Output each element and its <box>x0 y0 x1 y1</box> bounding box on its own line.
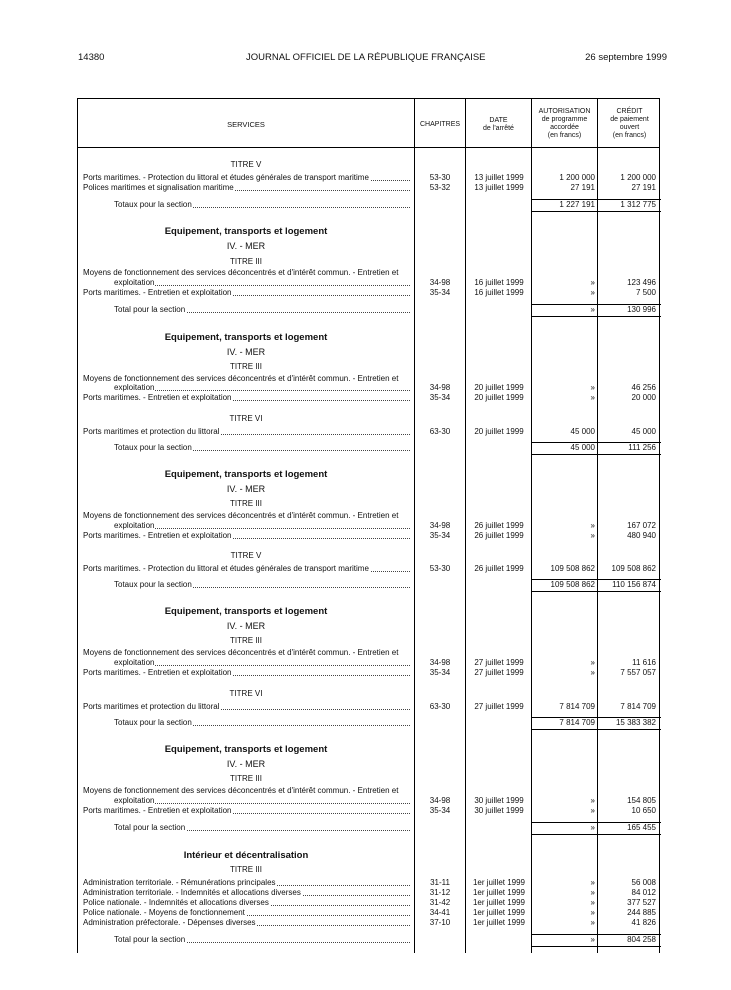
service-text: Ports maritimes. - Protection du littoral et études générales de transport maritime <box>83 564 369 573</box>
chapitre-cell: 63-30 <box>429 702 451 711</box>
col-header-ap-line: accordée <box>550 124 579 131</box>
autorisation-cell: » <box>590 878 595 887</box>
credit-cell: 130 996 <box>627 305 656 314</box>
titre-heading: TITRE VI <box>229 689 263 698</box>
credit-cell: 167 072 <box>627 521 656 530</box>
service-text: Totaux pour la section <box>114 443 192 452</box>
chapitre-cell: 35-34 <box>429 531 451 540</box>
total-box-credit <box>597 199 661 212</box>
date-cell: 20 juillet 1999 <box>474 427 524 436</box>
titre-heading: TITRE III <box>230 499 262 508</box>
service-text: Total pour la section <box>114 935 186 944</box>
credit-cell: 110 156 874 <box>612 580 656 589</box>
service-label <box>114 383 410 393</box>
credit-cell: 165 455 <box>627 823 656 832</box>
date-cell: 1er juillet 1999 <box>472 898 526 907</box>
credit-cell: 109 508 862 <box>611 564 656 573</box>
service-text: Ports maritimes. - Entretien et exploitation <box>83 806 232 815</box>
credit-cell: 84 012 <box>631 888 656 897</box>
service-text: Moyens de fonctionnement des services déconcentrés et d'intérêt commun. - Entretien et <box>83 511 399 520</box>
titre-heading: TITRE VI <box>229 414 263 423</box>
chapitre-cell: 53-30 <box>429 564 451 573</box>
service-label <box>114 823 410 833</box>
service-label <box>83 511 410 521</box>
date-cell: 27 juillet 1999 <box>474 658 524 667</box>
service-label <box>83 173 410 183</box>
autorisation-cell: » <box>590 278 595 287</box>
credit-cell: 7 557 057 <box>620 668 656 677</box>
date-cell: 1er juillet 1999 <box>472 878 526 887</box>
service-text: Ports maritimes et protection du littoral <box>83 427 220 436</box>
autorisation-cell: 45 000 <box>570 443 595 452</box>
credit-cell: 41 826 <box>631 918 656 927</box>
autorisation-cell: » <box>590 888 595 897</box>
autorisation-cell: 1 227 191 <box>559 200 595 209</box>
credit-cell: 11 616 <box>632 658 656 667</box>
subsection-heading: IV. - MER <box>226 484 266 494</box>
date-cell: 26 juillet 1999 <box>474 564 524 573</box>
titre-heading: TITRE III <box>230 362 262 371</box>
date-cell: 16 juillet 1999 <box>474 288 524 297</box>
service-text: Administration territoriale. - Indemnités et allocations diverses <box>83 888 301 897</box>
service-text: Moyens de fonctionnement des services déconcentrés et d'intérêt commun. - Entretien et <box>83 648 399 657</box>
col-header-cp-line: ouvert <box>619 124 640 131</box>
service-text: Ports maritimes. - Entretien et exploitation <box>83 393 232 402</box>
autorisation-cell: » <box>590 658 595 667</box>
credit-cell: 46 256 <box>631 383 656 392</box>
autorisation-cell: » <box>590 935 595 944</box>
credit-cell: 111 256 <box>628 443 656 452</box>
chapitre-cell: 31-12 <box>429 888 451 897</box>
service-text: Administration préfectorale. - Dépenses diverses <box>83 918 256 927</box>
autorisation-cell: » <box>590 521 595 530</box>
chapitre-cell: 31-42 <box>429 898 451 907</box>
credit-cell: 20 000 <box>631 393 656 402</box>
autorisation-cell: » <box>590 796 595 805</box>
date-cell: 20 juillet 1999 <box>474 383 524 392</box>
total-box-credit <box>597 442 661 455</box>
service-label <box>114 521 410 531</box>
titre-heading: TITRE V <box>230 160 262 169</box>
credit-cell: 480 940 <box>627 531 656 540</box>
service-label <box>114 718 410 728</box>
chapitre-cell: 37-10 <box>429 918 451 927</box>
total-box-autorisation <box>531 304 597 317</box>
autorisation-cell: » <box>590 918 595 927</box>
autorisation-cell: » <box>590 531 595 540</box>
service-text: Ports maritimes. - Entretien et exploitation <box>83 531 232 540</box>
service-label <box>83 908 410 918</box>
service-label <box>114 658 410 668</box>
date-cell: 1er juillet 1999 <box>472 908 526 917</box>
service-label <box>83 564 410 574</box>
autorisation-cell: » <box>590 383 595 392</box>
chapitre-cell: 35-34 <box>429 806 451 815</box>
total-box-credit <box>597 579 661 592</box>
publication-date: 26 septembre 1999 <box>585 52 667 63</box>
service-text: Totaux pour la section <box>114 200 192 209</box>
credit-cell: 1 200 000 <box>620 173 656 182</box>
credit-cell: 7 500 <box>635 288 656 297</box>
credit-cell: 45 000 <box>631 427 656 436</box>
col-header-autorisation <box>532 108 597 140</box>
col-header-chapitres: CHAPITRES <box>419 121 461 128</box>
chapitre-cell: 31-11 <box>430 878 450 887</box>
service-label <box>114 278 410 288</box>
service-label <box>83 288 410 298</box>
service-label <box>83 888 410 898</box>
col-header-ap-line: (en francs) <box>547 132 582 139</box>
service-text: Moyens de fonctionnement des services déconcentrés et d'intérêt commun. - Entretien et <box>83 268 399 277</box>
titre-heading: TITRE III <box>230 257 262 266</box>
autorisation-cell: 109 508 862 <box>550 564 595 573</box>
service-label <box>83 268 410 278</box>
service-text: exploitation <box>114 796 155 805</box>
date-cell: 16 juillet 1999 <box>474 278 524 287</box>
service-text: exploitation <box>114 658 155 667</box>
date-cell: 20 juillet 1999 <box>474 393 524 402</box>
col-header-services: SERVICES <box>227 120 265 129</box>
credit-cell: 123 496 <box>627 278 656 287</box>
date-cell: 30 juillet 1999 <box>474 796 524 805</box>
chapitre-cell: 34-98 <box>429 521 451 530</box>
chapitre-cell: 34-98 <box>429 796 451 805</box>
service-label <box>83 786 410 796</box>
autorisation-cell: 27 191 <box>570 183 595 192</box>
autorisation-cell: » <box>590 288 595 297</box>
service-label <box>83 898 410 908</box>
credits-table <box>77 98 660 953</box>
service-label <box>114 200 410 210</box>
service-text: exploitation <box>114 521 155 530</box>
subsection-heading: IV. - MER <box>226 241 266 251</box>
col-header-ap-line: de programme <box>541 116 588 123</box>
service-label <box>83 393 410 403</box>
service-label <box>114 305 410 315</box>
autorisation-cell: » <box>590 908 595 917</box>
date-cell: 1er juillet 1999 <box>472 918 526 927</box>
titre-heading: TITRE III <box>230 774 262 783</box>
credit-cell: 7 814 709 <box>620 702 656 711</box>
service-label <box>83 648 410 658</box>
total-box-credit <box>597 934 661 947</box>
total-box-autorisation <box>531 934 597 947</box>
service-label <box>83 918 410 928</box>
credit-cell: 10 650 <box>631 806 656 815</box>
chapitre-cell: 35-34 <box>429 393 451 402</box>
journal-title: JOURNAL OFFICIEL DE LA RÉPUBLIQUE FRANÇAISE <box>246 52 486 63</box>
subsection-heading: IV. - MER <box>226 621 266 631</box>
service-label <box>83 427 410 437</box>
titre-heading: TITRE V <box>230 551 262 560</box>
autorisation-cell: 45 000 <box>570 427 595 436</box>
col-header-date <box>466 117 531 133</box>
section-heading: Equipement, transports et logement <box>164 332 328 343</box>
credit-cell: 154 805 <box>627 796 656 805</box>
service-label <box>114 796 410 806</box>
credit-cell: 377 527 <box>627 898 656 907</box>
date-cell: 30 juillet 1999 <box>474 806 524 815</box>
col-header-cp-line: CRÉDIT <box>616 108 643 115</box>
col-header-date-line: DATE <box>489 117 508 124</box>
service-text: Total pour la section <box>114 305 186 314</box>
service-text: Police nationale. - Indemnités et allocations diverses <box>83 898 269 907</box>
credit-cell: 1 312 775 <box>620 200 656 209</box>
autorisation-cell: » <box>590 823 595 832</box>
service-text: exploitation <box>114 383 155 392</box>
autorisation-cell: » <box>590 806 595 815</box>
col-header-cp-line: (en francs) <box>612 132 647 139</box>
chapitre-cell: 35-34 <box>429 668 451 677</box>
chapitre-cell: 53-30 <box>429 173 451 182</box>
autorisation-cell: » <box>590 393 595 402</box>
col-header-ap-line: AUTORISATION <box>538 108 591 115</box>
autorisation-cell: 7 814 709 <box>559 718 595 727</box>
service-text: exploitation <box>114 278 155 287</box>
service-text: Totaux pour la section <box>114 580 192 589</box>
total-box-credit <box>597 822 661 835</box>
date-cell: 13 juillet 1999 <box>474 173 524 182</box>
service-text: Ports maritimes. - Entretien et exploitation <box>83 668 232 677</box>
autorisation-cell: » <box>590 305 595 314</box>
service-text: Ports maritimes. - Protection du littoral et études générales de transport maritime <box>83 173 369 182</box>
col-header-credit <box>598 108 661 140</box>
total-box-credit <box>597 304 661 317</box>
subsection-heading: IV. - MER <box>226 759 266 769</box>
section-heading: Equipement, transports et logement <box>164 744 328 755</box>
section-heading: Intérieur et décentralisation <box>183 850 309 861</box>
date-cell: 26 juillet 1999 <box>474 521 524 530</box>
total-box-autorisation <box>531 442 597 455</box>
date-cell: 13 juillet 1999 <box>474 183 524 192</box>
credit-cell: 15 383 382 <box>615 718 656 727</box>
page-number: 14380 <box>78 52 105 63</box>
total-box-autorisation <box>531 717 597 730</box>
date-cell: 1er juillet 1999 <box>472 888 526 897</box>
date-cell: 27 juillet 1999 <box>474 702 524 711</box>
service-label <box>114 935 410 945</box>
section-heading: Equipement, transports et logement <box>164 226 328 237</box>
service-label <box>83 806 410 816</box>
service-label <box>114 580 410 590</box>
header-rule <box>78 147 659 148</box>
service-label <box>83 183 410 193</box>
total-box-autorisation <box>531 822 597 835</box>
service-text: Ports maritimes. - Entretien et exploitation <box>83 288 232 297</box>
subsection-heading: IV. - MER <box>226 347 266 357</box>
chapitre-cell: 34-41 <box>429 908 451 917</box>
date-cell: 27 juillet 1999 <box>474 668 524 677</box>
service-label <box>83 531 410 541</box>
total-box-credit <box>597 717 661 730</box>
credit-cell: 27 191 <box>631 183 656 192</box>
service-label <box>114 443 410 453</box>
autorisation-cell: » <box>590 668 595 677</box>
credit-cell: 244 885 <box>627 908 656 917</box>
credit-cell: 804 258 <box>627 935 656 944</box>
autorisation-cell: 7 814 709 <box>559 702 595 711</box>
service-text: Moyens de fonctionnement des services déconcentrés et d'intérêt commun. - Entretien et <box>83 786 399 795</box>
chapitre-cell: 35-34 <box>429 288 451 297</box>
service-label <box>83 878 410 888</box>
chapitre-cell: 63-30 <box>429 427 451 436</box>
chapitre-cell: 34-98 <box>429 658 451 667</box>
service-label <box>83 668 410 678</box>
autorisation-cell: » <box>590 898 595 907</box>
service-text: Administration territoriale. - Rémunérations principales <box>83 878 276 887</box>
section-heading: Equipement, transports et logement <box>164 469 328 480</box>
titre-heading: TITRE III <box>230 636 262 645</box>
service-text: Ports maritimes et protection du littoral <box>83 702 220 711</box>
date-cell: 26 juillet 1999 <box>474 531 524 540</box>
chapitre-cell: 34-98 <box>429 278 451 287</box>
service-text: Polices maritimes et signalisation maritime <box>83 183 234 192</box>
section-heading: Equipement, transports et logement <box>164 606 328 617</box>
autorisation-cell: 1 200 000 <box>559 173 595 182</box>
chapitre-cell: 34-98 <box>429 383 451 392</box>
service-text: Moyens de fonctionnement des services déconcentrés et d'intérêt commun. - Entretien et <box>83 374 399 383</box>
chapitre-cell: 53-32 <box>429 183 451 192</box>
total-box-autorisation <box>531 199 597 212</box>
service-text: Police nationale. - Moyens de fonctionnement <box>83 908 245 917</box>
total-box-autorisation <box>531 579 597 592</box>
col-header-date-line: de l'arrêté <box>483 125 514 132</box>
titre-heading: TITRE III <box>230 865 262 874</box>
credit-cell: 56 008 <box>631 878 656 887</box>
column-divider <box>465 99 466 953</box>
autorisation-cell: 109 508 862 <box>550 580 595 589</box>
service-text: Totaux pour la section <box>114 718 192 727</box>
col-header-cp-line: de paiement <box>610 116 649 123</box>
service-label <box>83 702 410 712</box>
service-text: Total pour la section <box>114 823 186 832</box>
